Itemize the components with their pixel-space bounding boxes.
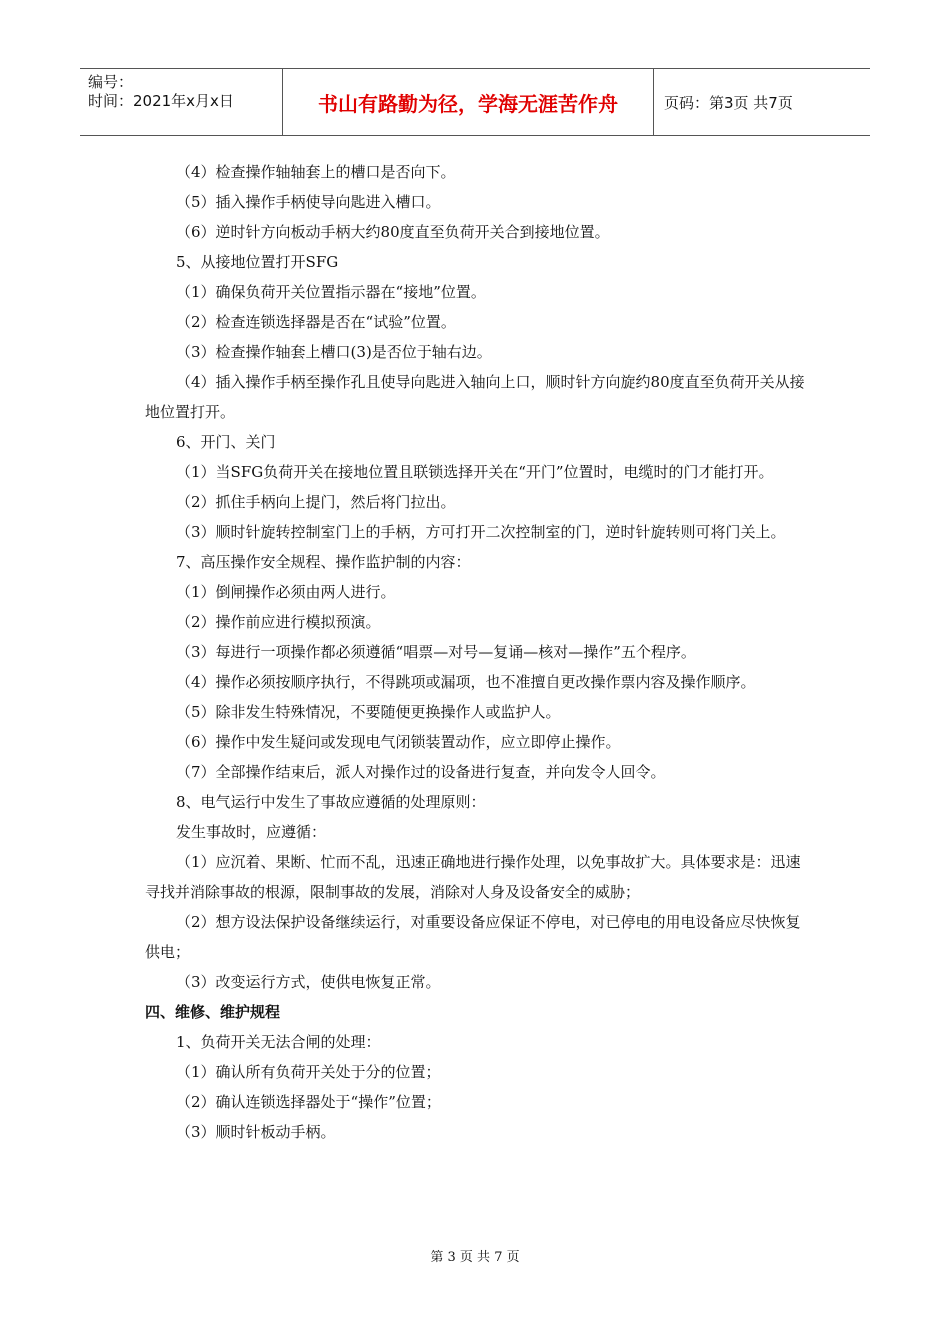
- page-footer: 第 3 页 共 7 页: [430, 1250, 520, 1265]
- section-heading-8: 8、电气运行中发生了事故应遵循的处理原则：: [176, 793, 486, 811]
- paragraph-step-6-1: （1）当SFG负荷开关在接地位置且联锁选择开关在“开门”位置时，电缆时的门才能打开。: [176, 463, 774, 481]
- paragraph-rule-7-7: （7）全部操作结束后，派人对操作过的设备进行复查，并向发令人回令。: [176, 763, 666, 781]
- paragraph-step-4-4: （4）检查操作轴轴套上的槽口是否向下。: [176, 163, 456, 181]
- paragraph-rule-7-6: （6）操作中发生疑问或发现电气闭锁装置动作，应立即停止操作。: [176, 733, 621, 751]
- paragraph-step-5-3: （3）检查操作轴套上槽口(3)是否位于轴右边。: [176, 343, 492, 361]
- paragraph-step-4-6: （6）逆时针方向板动手柄大约80度直至负荷开关合到接地位置。: [176, 223, 610, 241]
- paragraph-step-5-4: （4）插入操作手柄至操作孔且使导向匙进入轴向上口，顺时针方向旋约80度直至负荷开关从接地位置打开。: [145, 373, 805, 421]
- section-heading-1: 1、负荷开关无法合闸的处理：: [176, 1033, 381, 1051]
- paragraph-principle-1: （1）应沉着、果断、忙而不乱，迅速正确地进行操作处理，以免事故扩大。具体要求是：迅速寻找并消除事故的根源，限制事故的发展，消除对人身及设备安全的威胁；: [145, 853, 801, 901]
- paragraph-fix-1: （1）确认所有负荷开关处于分的位置；: [176, 1063, 441, 1081]
- section-heading-5: 5、从接地位置打开SFG: [176, 253, 339, 271]
- paragraph-step-6-2: （2）抓住手柄向上提门，然后将门拉出。: [176, 493, 456, 511]
- paragraph-principle-intro: 发生事故时，应遵循：: [176, 823, 327, 841]
- paragraph-rule-7-3: （3）每进行一项操作都必须遵循“唱票—对号—复诵—核对—操作”五个程序。: [176, 643, 696, 661]
- paragraph-principle-3: （3）改变运行方式，使供电恢复正常。: [176, 973, 441, 991]
- paragraph-rule-7-4: （4）操作必须按顺序执行，不得跳项或漏项，也不准擅自更改操作票内容及操作顺序。: [176, 673, 756, 691]
- paragraph-step-6-3: （3）顺时针旋转控制室门上的手柄，方可打开二次控制室的门，逆时针旋转则可将门关上。: [176, 523, 786, 541]
- document-number-label: 编号：: [88, 73, 134, 91]
- paragraph-principle-2: （2）想方设法保护设备继续运行，对重要设备应保证不停电，对已停电的用电设备应尽快恢复供电；: [145, 913, 801, 961]
- header-motto: 书山有路勤为径，学海无涯苦作舟: [318, 91, 618, 116]
- paragraph-step-4-5: （5）插入操作手柄使导向匙进入槽口。: [176, 193, 441, 211]
- paragraph-step-5-2: （2）检查连锁选择器是否在“试验”位置。: [176, 313, 456, 331]
- paragraph-rule-7-2: （2）操作前应进行模拟预演。: [176, 613, 381, 631]
- paragraph-fix-3: （3）顺时针板动手柄。: [176, 1123, 336, 1141]
- header-meta: [80, 69, 283, 135]
- chapter-heading-maintenance: 四、维修、维护规程: [145, 1003, 281, 1021]
- paragraph-step-5-1: （1）确保负荷开关位置指示器在“接地”位置。: [176, 283, 486, 301]
- paragraph-rule-7-5: （5）除非发生特殊情况，不要随便更换操作人或监护人。: [176, 703, 561, 721]
- paragraph-rule-7-1: （1）倒闸操作必须由两人进行。: [176, 583, 396, 601]
- page-header: [80, 68, 870, 136]
- header-page-info: 页码：第3页 共7页: [664, 93, 793, 112]
- document-body: [145, 157, 815, 1147]
- paragraph-fix-2: （2）确认连锁选择器处于“操作”位置；: [176, 1093, 441, 1111]
- section-heading-7: 7、高压操作安全规程、操作监护制的内容：: [176, 553, 471, 571]
- document-date: 时间：2021年x月x日: [88, 92, 234, 110]
- section-heading-6: 6、开门、关门: [176, 433, 276, 451]
- header-motto-cell: [283, 69, 654, 135]
